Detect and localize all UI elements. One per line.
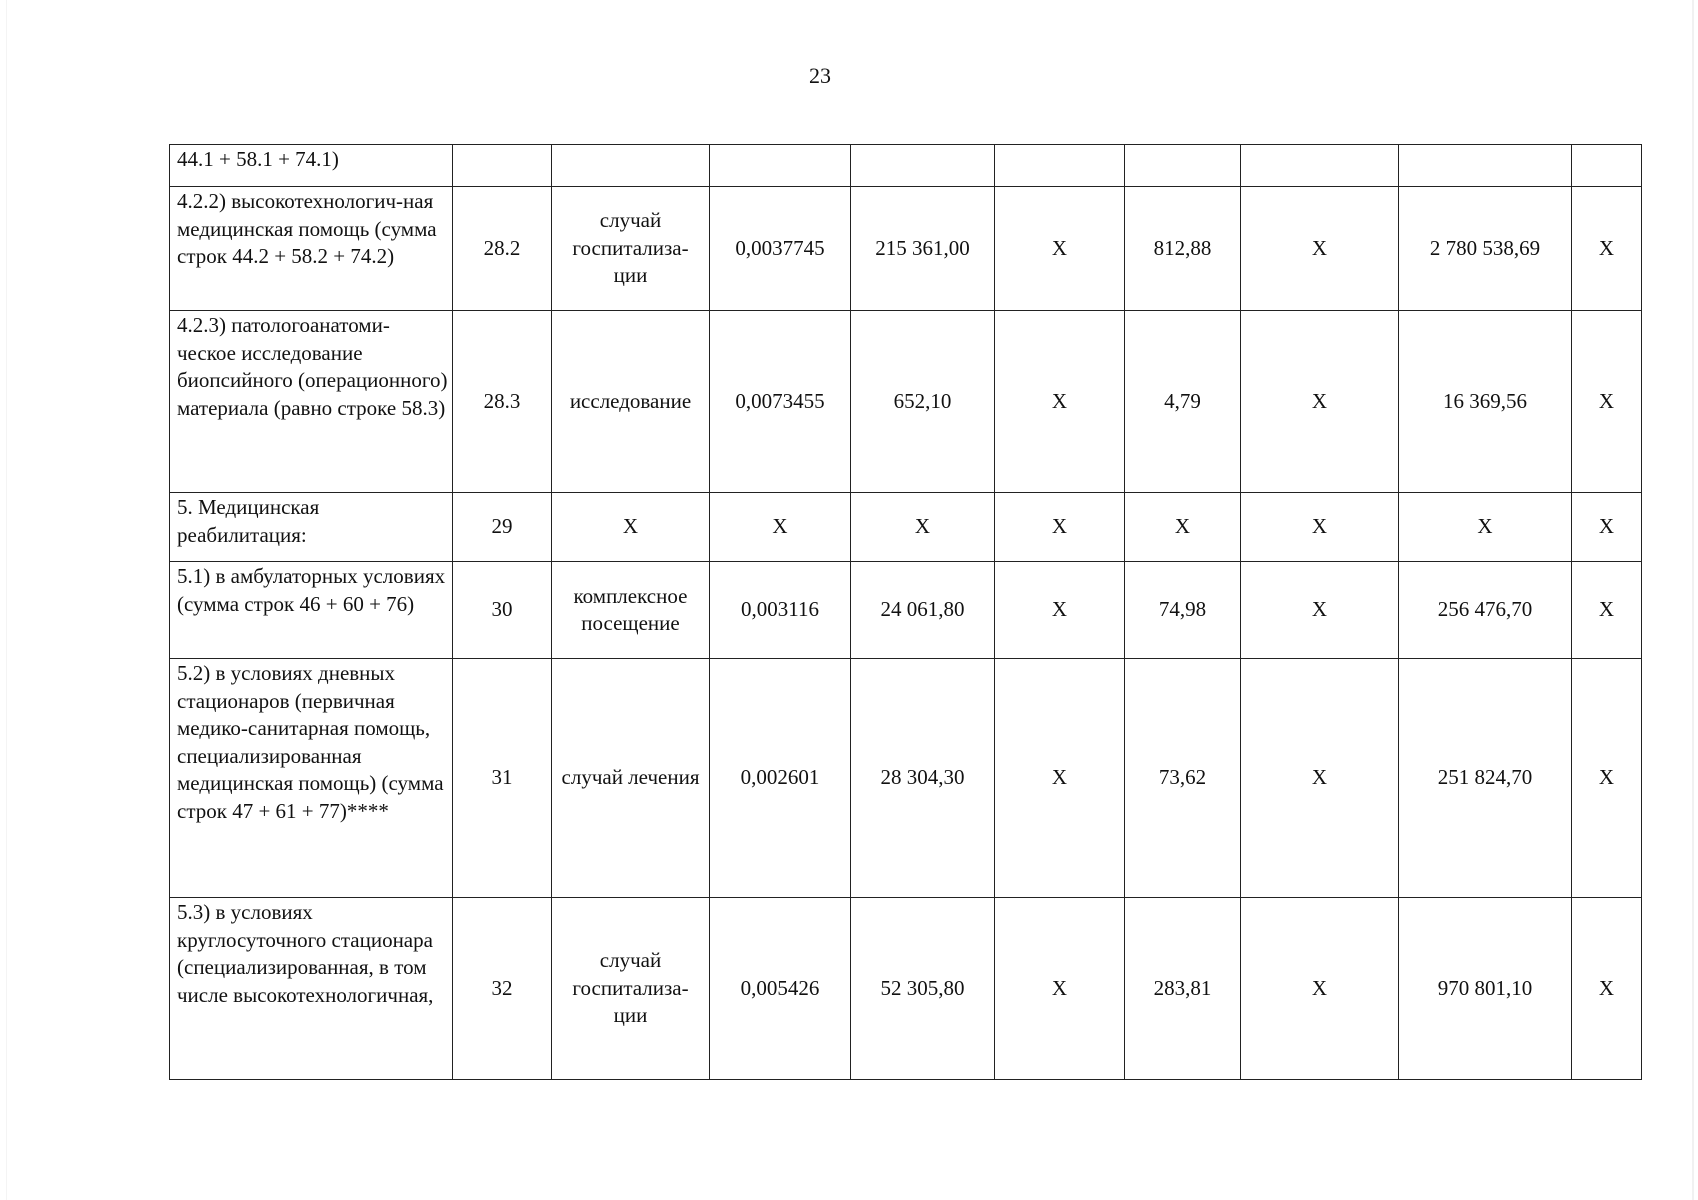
row-cell-9: Х xyxy=(1572,187,1642,311)
row-unit xyxy=(552,145,710,187)
table-row xyxy=(170,659,1642,898)
table-row xyxy=(170,145,1642,187)
row-cell-3: 0,0073455 xyxy=(710,311,851,493)
row-cell-9: Х xyxy=(1572,659,1642,898)
row-cell-9 xyxy=(1572,145,1642,187)
row-cell-8: Х xyxy=(1399,493,1572,562)
row-cell-3: 0,0037745 xyxy=(710,187,851,311)
row-cell-4: 52 305,80 xyxy=(851,898,995,1080)
row-cell-7: Х xyxy=(1241,311,1399,493)
row-cell-6: Х xyxy=(1125,493,1241,562)
row-description: 5. Медицинская реабилитация: xyxy=(170,493,453,562)
row-cell-8: 251 824,70 xyxy=(1399,659,1572,898)
row-cell-4: 215 361,00 xyxy=(851,187,995,311)
row-cell-8: 970 801,10 xyxy=(1399,898,1572,1080)
row-unit: случай госпитализа-ции xyxy=(552,187,710,311)
row-cell-4: 28 304,30 xyxy=(851,659,995,898)
row-line-number: 30 xyxy=(453,562,552,659)
row-cell-9: Х xyxy=(1572,311,1642,493)
row-cell-5: Х xyxy=(995,898,1125,1080)
table-row xyxy=(170,562,1642,659)
row-cell-6: 74,98 xyxy=(1125,562,1241,659)
row-cell-7: Х xyxy=(1241,562,1399,659)
row-line-number: 29 xyxy=(453,493,552,562)
row-cell-5: Х xyxy=(995,187,1125,311)
scan-edge-left xyxy=(6,0,7,1200)
row-cell-7: Х xyxy=(1241,187,1399,311)
row-cell-7: Х xyxy=(1241,659,1399,898)
row-cell-5: Х xyxy=(995,659,1125,898)
row-cell-8: 16 369,56 xyxy=(1399,311,1572,493)
row-cell-6: 73,62 xyxy=(1125,659,1241,898)
row-cell-9: Х xyxy=(1572,493,1642,562)
row-cell-8: 256 476,70 xyxy=(1399,562,1572,659)
row-cell-4 xyxy=(851,145,995,187)
row-cell-8: 2 780 538,69 xyxy=(1399,187,1572,311)
table-row xyxy=(170,187,1642,311)
table-row xyxy=(170,311,1642,493)
scan-edge-right xyxy=(1692,0,1694,1200)
row-unit: комплексное посещение xyxy=(552,562,710,659)
row-cell-3: 0,002601 xyxy=(710,659,851,898)
row-cell-4: 652,10 xyxy=(851,311,995,493)
row-description: 5.2) в условиях дневных стационаров (первичная медико-санитарная помощь, специализированная медицинская помощь) (сумма строк 47 + 61 + 77)**** xyxy=(170,659,453,898)
row-cell-5 xyxy=(995,145,1125,187)
row-cell-7: Х xyxy=(1241,493,1399,562)
row-description: 4.2.2) высокотехнологич-ная медицинская помощь (сумма строк 44.2 + 58.2 + 74.2) xyxy=(170,187,453,311)
row-cell-3 xyxy=(710,145,851,187)
row-cell-4: 24 061,80 xyxy=(851,562,995,659)
row-cell-6: 4,79 xyxy=(1125,311,1241,493)
row-description: 4.2.3) патологоанатоми-ческое исследование биопсийного (операционного) материала (равно строке 58.3) xyxy=(170,311,453,493)
row-unit: Х xyxy=(552,493,710,562)
row-cell-5: Х xyxy=(995,493,1125,562)
row-cell-6: 812,88 xyxy=(1125,187,1241,311)
row-line-number: 31 xyxy=(453,659,552,898)
row-cell-4: Х xyxy=(851,493,995,562)
table-row xyxy=(170,493,1642,562)
row-line-number: 28.2 xyxy=(453,187,552,311)
row-cell-8 xyxy=(1399,145,1572,187)
row-cell-3: 0,005426 xyxy=(710,898,851,1080)
row-cell-3: Х xyxy=(710,493,851,562)
page-number: 23 xyxy=(809,63,831,88)
row-unit: случай госпитализа-ции xyxy=(552,898,710,1080)
row-cell-5: Х xyxy=(995,311,1125,493)
row-description: 44.1 + 58.1 + 74.1) xyxy=(170,145,453,187)
row-cell-6 xyxy=(1125,145,1241,187)
row-cell-6: 283,81 xyxy=(1125,898,1241,1080)
row-description: 5.1) в амбулаторных условиях (сумма строк 46 + 60 + 76) xyxy=(170,562,453,659)
data-table xyxy=(169,144,1642,1080)
row-cell-7 xyxy=(1241,145,1399,187)
row-cell-9: Х xyxy=(1572,562,1642,659)
row-line-number: 28.3 xyxy=(453,311,552,493)
row-line-number xyxy=(453,145,552,187)
table-row xyxy=(170,898,1642,1080)
row-description: 5.3) в условиях круглосуточного стационара (специализированная, в том числе высокотехнологичная, xyxy=(170,898,453,1080)
row-cell-5: Х xyxy=(995,562,1125,659)
row-cell-3: 0,003116 xyxy=(710,562,851,659)
row-cell-7: Х xyxy=(1241,898,1399,1080)
row-line-number: 32 xyxy=(453,898,552,1080)
row-unit: случай лечения xyxy=(552,659,710,898)
row-cell-9: Х xyxy=(1572,898,1642,1080)
row-unit: исследование xyxy=(552,311,710,493)
